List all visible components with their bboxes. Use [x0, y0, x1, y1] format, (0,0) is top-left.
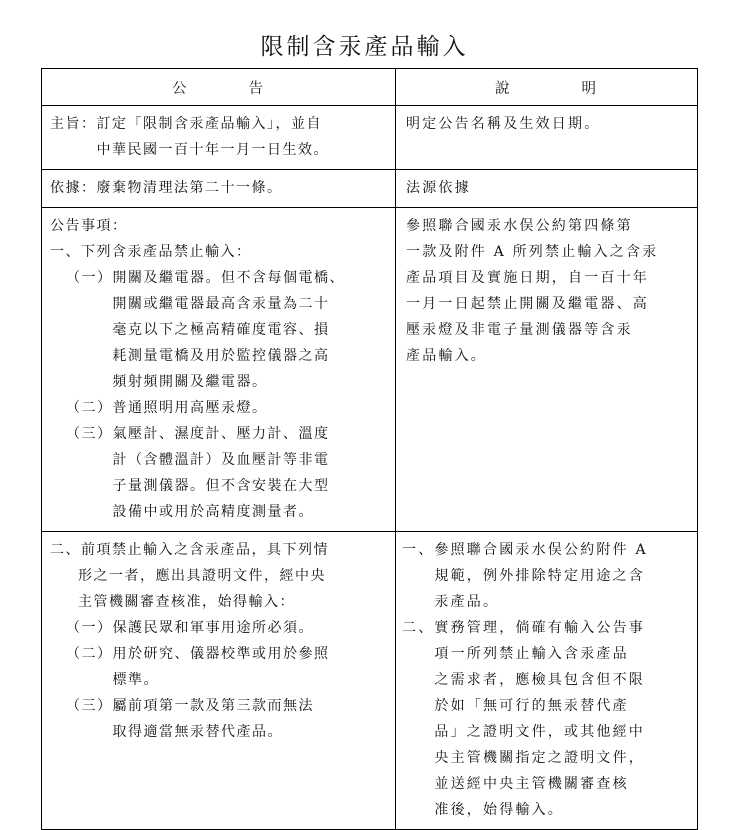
- subject-explanation: 明定公告名稱及生效日期。: [396, 106, 698, 170]
- sub-item: （三） 屬前項第一款及第三款而無法 取得適當無汞替代產品。: [66, 698, 314, 740]
- basis-announcement: 依據：廢棄物清理法第二十一條。: [42, 170, 396, 208]
- basis-explanation: 法源依據: [396, 170, 698, 208]
- explanation-item: 二、 實務管理，倘確有輸入公告事 項一所列禁止輸入含汞產品 之需求者，應檢具包含但不限 於如「無可行的無汞替代產 品」之證明文件，或其他經中 央主管機關指定之證明文件， 並送經中央主管機關審查核 准後，始得輸入。: [402, 620, 646, 818]
- explanation-item: 一、 參照聯合國汞水俣公約附件 A 規範，例外排除特定用途之含 汞產品。: [402, 542, 648, 610]
- sub-item: （二） 用於研究、儀器校準或用於參照 標準。: [66, 646, 330, 688]
- header-row: [42, 69, 698, 106]
- header-explanation: 說 明: [396, 69, 698, 106]
- document-title: 限制含汞產品輸入: [260, 34, 469, 60]
- subject-announcement: 主旨： 訂定「限制含汞產品輸入」，並自 中華民國一百十年一月一日生效。: [42, 106, 396, 170]
- subject-row: [42, 106, 698, 170]
- items2-announcement: 二、前項禁止輸入之含汞產品，具下列情 形之一者，應出具證明文件，經中央 主管機關審查核准，始得輸入： （一） 保護民眾和軍事用途所必須。 （二） 用於研究、儀器校準或用於參照 標準。 （三） 屬前項第一款及第三款而無法 取得適當無汞替代產品。: [42, 532, 396, 830]
- sub-item: （一） 保護民眾和軍事用途所必須。: [66, 620, 314, 636]
- sub-item: （三） 氣壓計、濕度計、壓力計、溫度 計（含體溫計）及血壓計等非電 子量測儀器。但不含安裝在大型 設備中或用於高精度測量者。: [66, 426, 330, 520]
- sub-item: （一） 開關及繼電器。但不含每個電橋、 開關或繼電器最高含汞量為二十 毫克以下之極高精確度電容、損 耗測量電橋及用於監控儀器之高 頻射頻開關及繼電器。: [66, 270, 345, 390]
- sub-item: （二） 普通照明用高壓汞燈。: [66, 400, 268, 416]
- items2-explanation: [396, 532, 698, 830]
- announcement-table: [41, 68, 698, 830]
- items1-announcement: 公告事項： 一、下列含汞產品禁止輸入： （一） 開關及繼電器。但不含每個電橋、 開關或繼電器最高含汞量為二十 毫克以下之極高精確度電容、損 耗測量電橋及用於監控儀器之高 頻射頻開關及繼電器。 （二） 普通照明用高壓汞燈。 （三） 氣壓計、濕度計、壓力計、溫度 計（含體溫計）及血壓計等非電 子量測儀器。但不含安裝在大型 設備中或用於高精度測量者。: [42, 208, 396, 532]
- items1-row: [42, 208, 698, 532]
- items2-row: [42, 532, 698, 830]
- items1-explanation: 參照聯合國汞水俣公約第四條第 一款及附件 A 所列禁止輸入之含汞 產品項目及實施日期，自一百十年 一月一日起禁止開關及繼電器、高 壓汞燈及非電子量測儀器等含汞 產品輸入。: [396, 208, 698, 532]
- header-announcement: 公 告: [42, 69, 396, 106]
- basis-row: [42, 170, 698, 208]
